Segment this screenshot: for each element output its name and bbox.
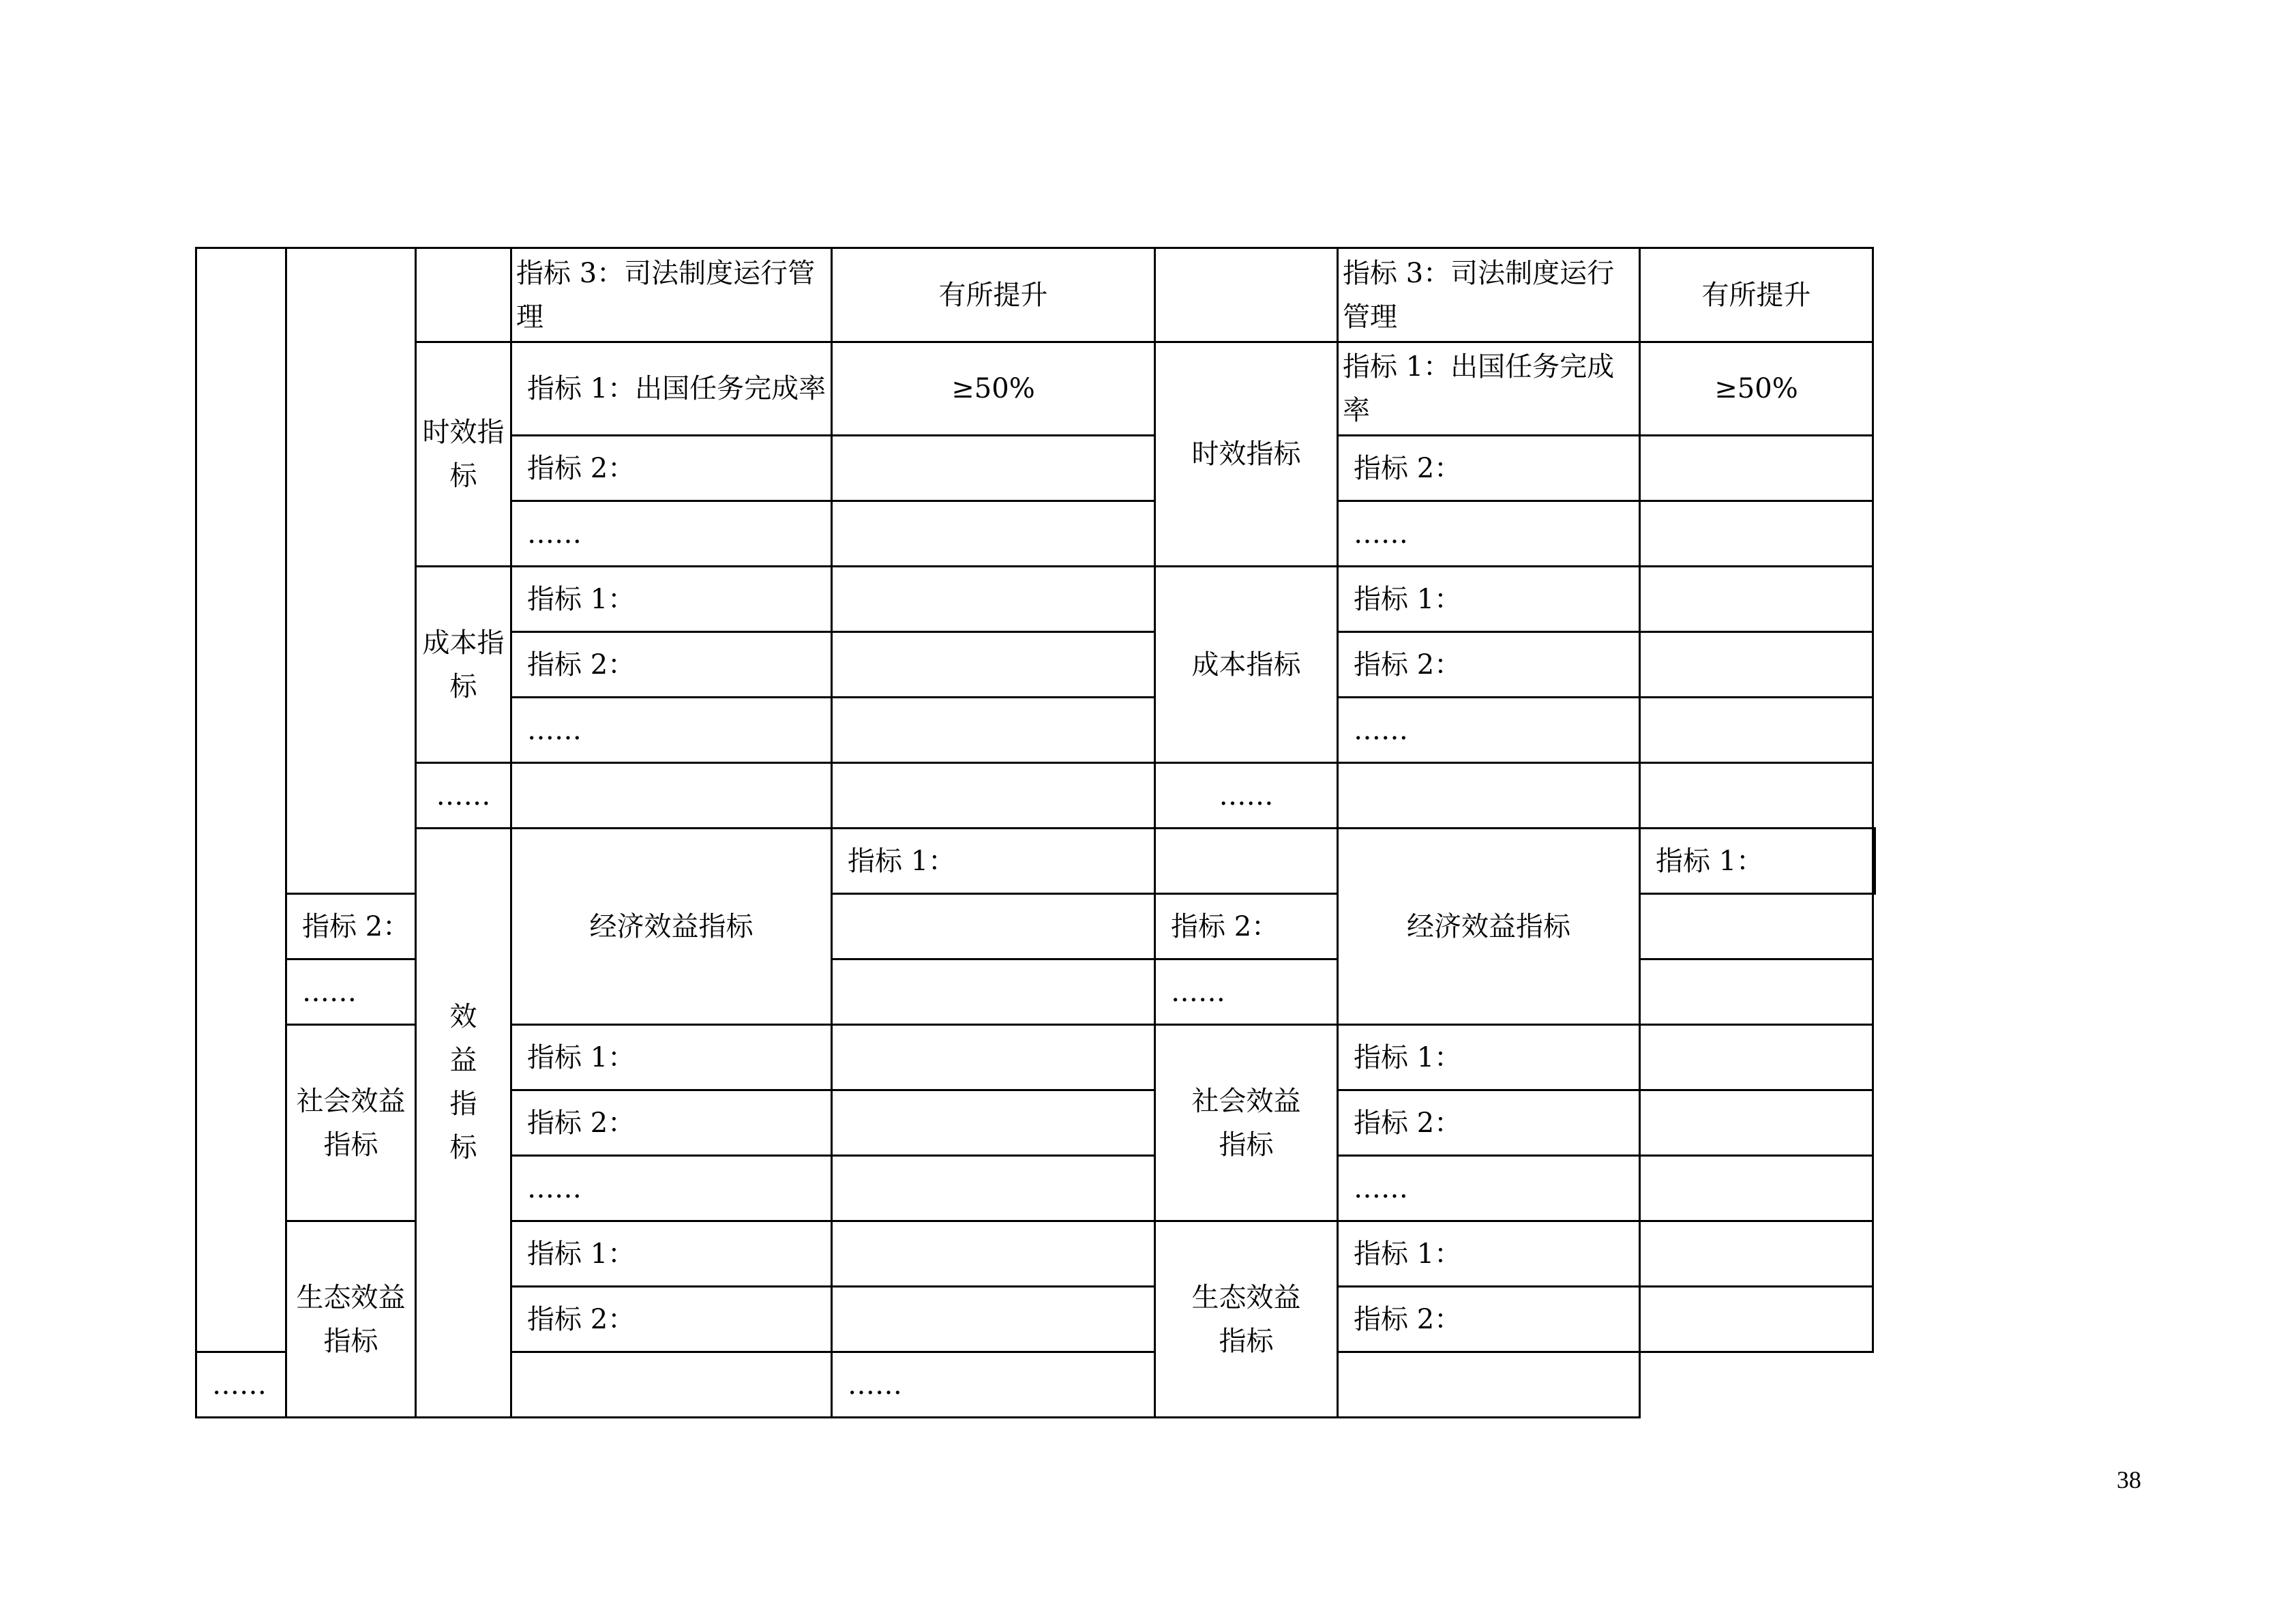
value-cell [832, 894, 1155, 959]
value-cell [1640, 501, 1873, 567]
value-cell [1155, 829, 1338, 894]
benefit-category-label: 效益指标 [449, 1000, 477, 1163]
benefit-category-cell [416, 829, 511, 1418]
subcategory-label-cell: …… [416, 763, 511, 829]
subcategory-label-cell: 时效指标 [1155, 342, 1338, 567]
indicator-cell: 指标 2： [1338, 632, 1640, 698]
value-cell [832, 1090, 1155, 1156]
subcategory-label-cell: 成本指标 [416, 567, 511, 763]
value-cell [832, 436, 1155, 501]
indicator-cell: 指标 2： [1338, 1287, 1640, 1352]
subcategory-label-cell: 经济效益指标 [511, 829, 832, 1025]
indicator-cell: …… [286, 959, 416, 1025]
table-row [196, 763, 1875, 829]
indicator-cell: …… [1155, 959, 1338, 1025]
value-cell [832, 632, 1155, 698]
indicator-cell: 指标 2： [511, 1287, 832, 1352]
value-cell [1640, 436, 1873, 501]
value-cell [832, 698, 1155, 763]
value-cell [1640, 894, 1873, 959]
table-row [196, 248, 1875, 342]
indicator-cell: 指标 2： [1338, 1090, 1640, 1156]
indicator-cell: 指标 3：司法制度运行管理 [511, 248, 832, 342]
blank-subcategory-cell [1155, 248, 1338, 342]
indicator-cell: 指标 1： [511, 1025, 832, 1090]
table-row [196, 342, 1875, 436]
value-cell [1640, 1156, 1873, 1221]
table-row [196, 829, 1875, 894]
indicator-cell: …… [511, 1156, 832, 1221]
indicator-cell: 指标 1： [832, 829, 1155, 894]
subcategory-label-cell: 成本指标 [1155, 567, 1338, 763]
page-number: 38 [2117, 1466, 2141, 1493]
performance-indicator-table [195, 247, 1876, 1418]
value-cell: ≥50% [832, 342, 1155, 436]
indicator-cell: 指标 1： [1338, 1221, 1640, 1287]
indicator-cell: 指标 1： [1640, 829, 1873, 894]
table-row [196, 567, 1875, 632]
value-cell [832, 1156, 1155, 1221]
indicator-cell: 指标 2： [286, 894, 416, 959]
indicator-cell: 指标 2： [1338, 436, 1640, 501]
indicator-cell: …… [832, 1352, 1155, 1418]
subcategory-label-cell: 社会效益指标 [1155, 1025, 1338, 1221]
indicator-cell: 指标 1：出国任务完成率 [1338, 342, 1640, 436]
indicator-cell: …… [1338, 698, 1640, 763]
subcategory-label-cell: 经济效益指标 [1338, 829, 1640, 1025]
value-cell [832, 1025, 1155, 1090]
indicator-cell: 指标 1： [1338, 1025, 1640, 1090]
value-cell [1640, 698, 1873, 763]
subcategory-label-cell: …… [1155, 763, 1338, 829]
indicator-cell: 指标 1： [511, 1221, 832, 1287]
blank-subcategory-cell [416, 248, 511, 342]
value-cell [1338, 1352, 1640, 1418]
value-cell [1640, 567, 1873, 632]
indicator-cell: …… [1338, 1156, 1640, 1221]
indicator-cell: 指标 2： [1155, 894, 1338, 959]
value-cell [1640, 1090, 1873, 1156]
indicator-cell: …… [511, 501, 832, 567]
blank-column-cell [196, 248, 286, 1352]
value-cell [1640, 1221, 1873, 1287]
value-cell: ≥50% [1640, 342, 1873, 436]
value-cell [1873, 829, 1875, 894]
indicator-cell: 指标 2： [511, 632, 832, 698]
indicator-cell: 指标 1： [511, 567, 832, 632]
indicator-cell: 指标 2： [511, 1090, 832, 1156]
indicator-cell: …… [1338, 501, 1640, 567]
value-cell [1640, 763, 1873, 829]
value-cell [1640, 959, 1873, 1025]
indicator-cell: …… [196, 1352, 286, 1418]
subcategory-label-cell: 时效指标 [416, 342, 511, 567]
value-cell [832, 959, 1155, 1025]
indicator-cell [511, 763, 832, 829]
value-cell [832, 1287, 1155, 1352]
indicator-cell: 指标 2： [511, 436, 832, 501]
subcategory-label-cell: 社会效益指标 [286, 1025, 416, 1221]
value-cell [832, 567, 1155, 632]
blank-category-cell [286, 248, 416, 894]
value-cell [1640, 1287, 1873, 1352]
indicator-cell: …… [511, 698, 832, 763]
subcategory-label-cell: 生态效益指标 [286, 1221, 416, 1418]
subcategory-label-cell: 生态效益指标 [1155, 1221, 1338, 1418]
indicator-cell [1338, 763, 1640, 829]
value-cell [511, 1352, 832, 1418]
value-cell: 有所提升 [832, 248, 1155, 342]
indicator-cell: 指标 3：司法制度运行管理 [1338, 248, 1640, 342]
indicator-cell: 指标 1：出国任务完成率 [511, 342, 832, 436]
value-cell [1640, 632, 1873, 698]
value-cell [832, 1221, 1155, 1287]
value-cell: 有所提升 [1640, 248, 1873, 342]
value-cell [832, 501, 1155, 567]
indicator-cell: 指标 1： [1338, 567, 1640, 632]
value-cell [1640, 1025, 1873, 1090]
value-cell [832, 763, 1155, 829]
